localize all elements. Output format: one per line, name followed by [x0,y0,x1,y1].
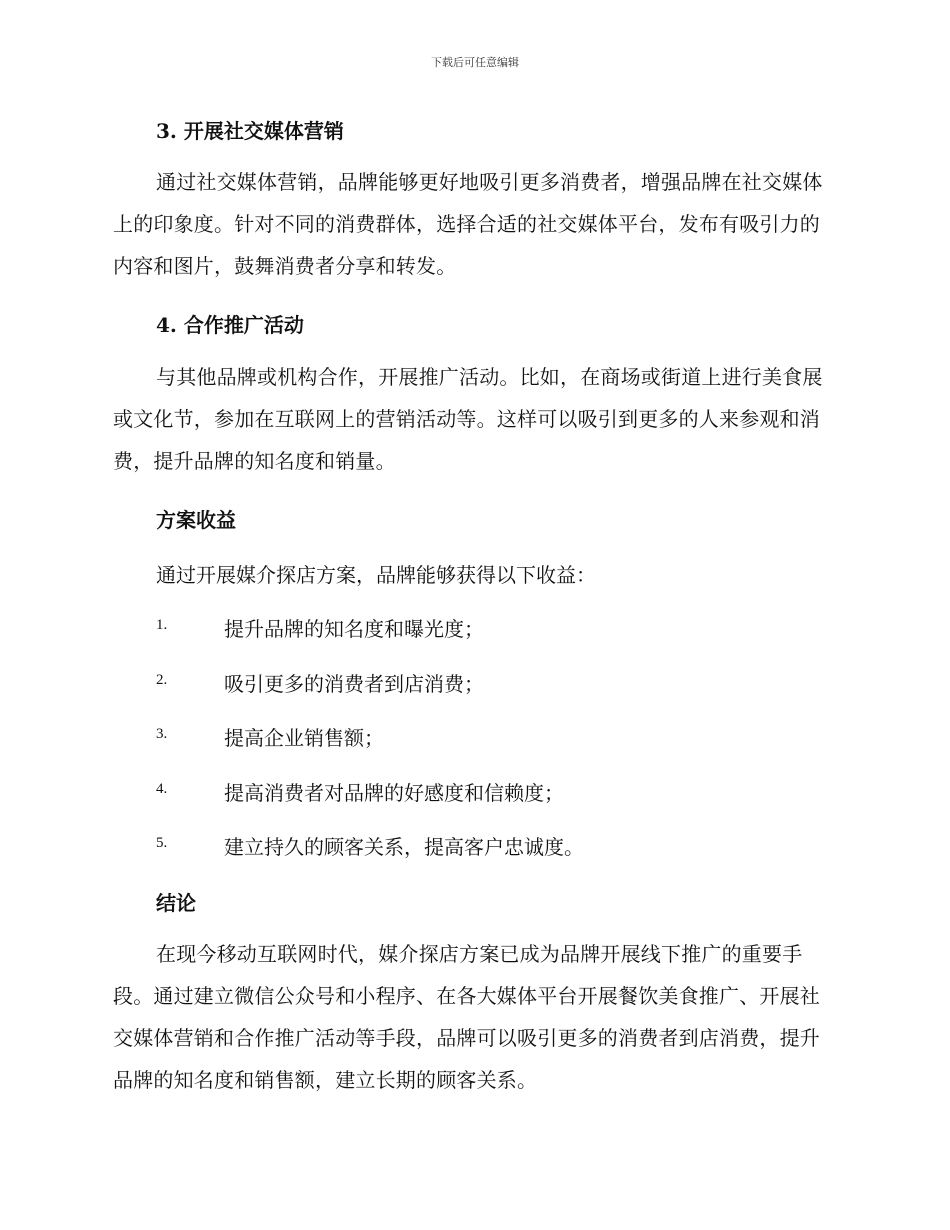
list-text: 提高消费者对品牌的好感度和信赖度； [224,781,564,805]
list-number: 4. [156,781,168,797]
list-number: 1. [156,617,168,633]
list-text: 提升品牌的知名度和曝光度； [224,617,484,641]
paragraph-conclusion: 在现今移动互联网时代，媒介探店方案已成为品牌开展线下推广的重要手段。通过建立微信公众号和小程序、在各大媒体平台开展餐饮美食推广、开展社交媒体营销和合作推广活动等手段，品牌可以吸引更多的消费者到店消费，提升品牌的知名度和销售额，建立长期的顾客关系。 [113,942,820,1092]
heading-conclusion: 结论 [156,891,196,915]
paragraph-social-media-marketing: 通过社交媒体营销，品牌能够更好地吸引更多消费者，增强品牌在社交媒体上的印象度。针对不同的消费群体，选择合适的社交媒体平台，发布有吸引力的内容和图片，鼓舞消费者分享和转发。 [113,170,823,278]
list-text: 吸引更多的消费者到店消费； [224,672,484,696]
list-text: 建立持久的顾客关系，提高客户忠诚度。 [224,835,584,859]
page-header: 下载后可任意编辑 [431,56,519,69]
heading-cooperative-promotion: 4. 合作推广活动 [156,313,304,337]
heading-social-media-marketing: 3. 开展社交媒体营销 [156,119,344,143]
heading-benefits: 方案收益 [156,508,236,532]
list-text: 提高企业销售额； [224,726,384,750]
benefits-intro: 通过开展媒介探店方案，品牌能够获得以下收益： [156,563,596,587]
list-number: 3. [156,726,168,742]
list-number: 5. [156,835,168,851]
paragraph-cooperative-promotion: 与其他品牌或机构合作，开展推广活动。比如，在商场或街道上进行美食展或文化节，参加在互联网上的营销活动等。这样可以吸引到更多的人来参观和消费，提升品牌的知名度和销量。 [113,365,823,473]
list-number: 2. [156,672,168,688]
